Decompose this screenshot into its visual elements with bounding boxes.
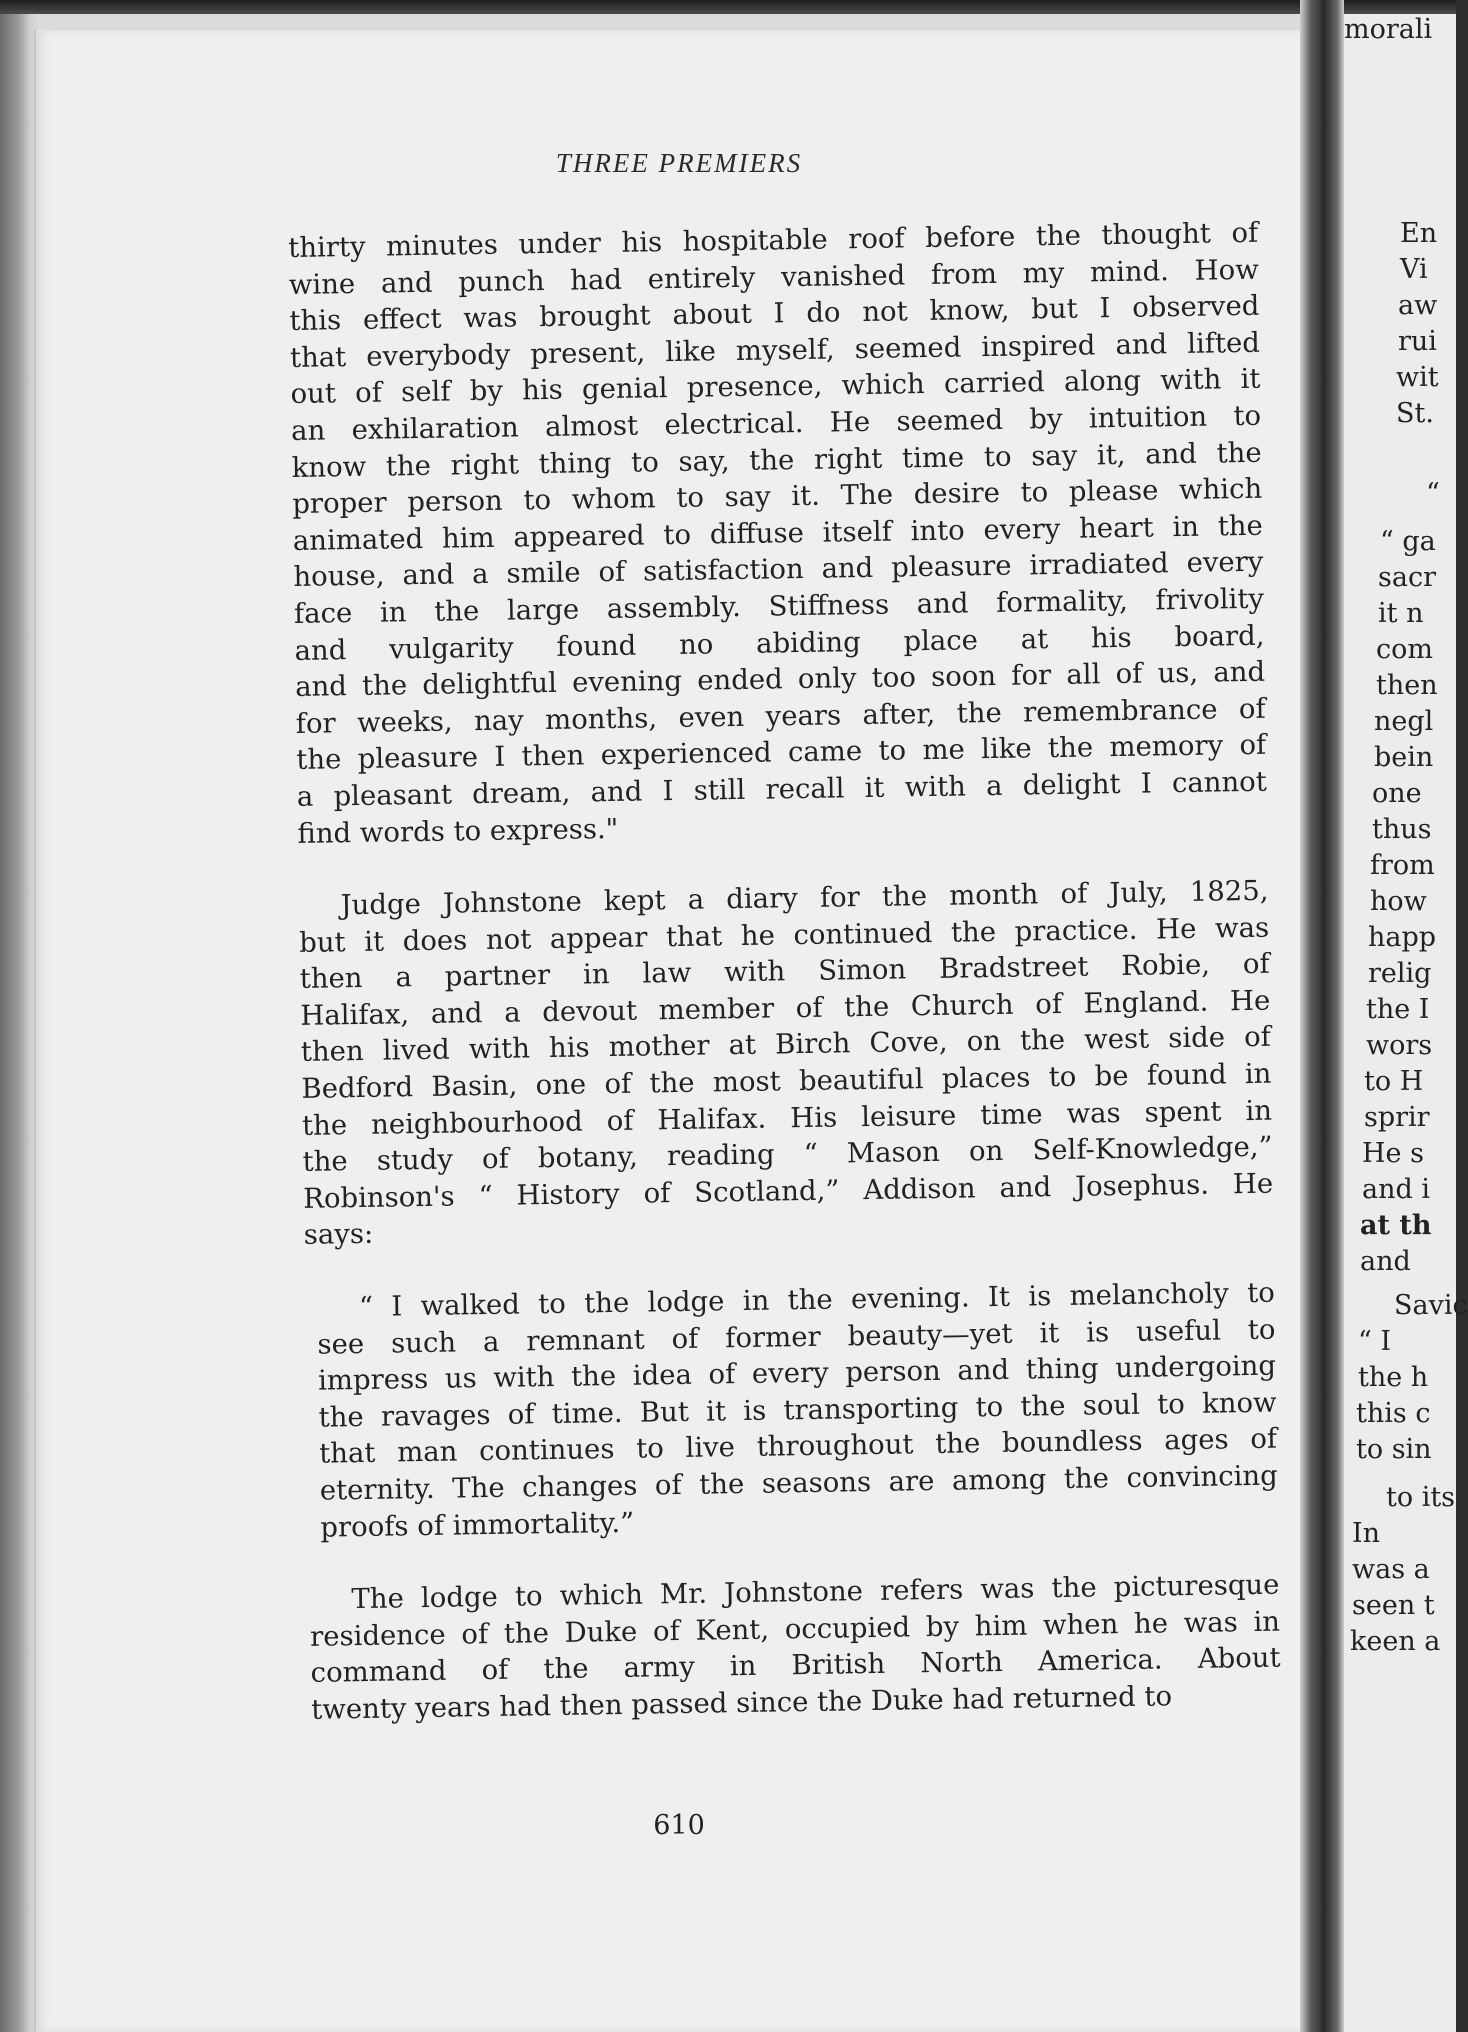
- text-line: the study of botany, reading “ Mason on Self-Knowledge,”: [302, 1130, 1273, 1179]
- right-page-fragment: this c: [1356, 1398, 1431, 1429]
- text-line: impress us with the idea of every person and thing undergoing: [317, 1349, 1277, 1397]
- text-line: this effect was brought about I do not know, but I observed: [289, 289, 1260, 338]
- right-page-fragment: it n: [1378, 598, 1424, 629]
- right-page-edge: [1344, 14, 1468, 2032]
- text-line: for weeks, nay months, even years after, the remembrance of: [295, 692, 1266, 740]
- paragraph-lodge: [309, 1567, 1281, 1729]
- text-line: then lived with his mother at Birch Cove, on the west side of: [300, 1021, 1272, 1069]
- text-line: the ravages of time. But it is transporting to the soul to know: [318, 1386, 1277, 1434]
- right-page-fragment: wors: [1366, 1030, 1433, 1061]
- left-page: [34, 30, 1322, 2032]
- right-page-fragment: bein: [1374, 742, 1434, 773]
- text-line: then a partner in law with Simon Bradstreet Robie, of: [299, 947, 1270, 996]
- right-page-fragment: Vi: [1400, 254, 1428, 285]
- text-line: Robinson's “ History of Scotland,” Addison and Josephus. He: [302, 1167, 1274, 1215]
- right-page-fragment: and i: [1362, 1174, 1430, 1205]
- text-line: Bedford Basin, one of the most beautiful places to be found in: [301, 1057, 1272, 1105]
- running-head: THREE PREMIERS: [555, 148, 803, 178]
- right-page-fragment: He s: [1362, 1138, 1424, 1169]
- page-number: 610: [653, 1810, 705, 1841]
- right-page-fragment: St.: [1396, 398, 1434, 429]
- right-page-fragment: seen t: [1352, 1590, 1435, 1621]
- right-page-fragment: wit: [1396, 362, 1439, 393]
- text-line: Halifax, and a devout member of the Church of England. He: [300, 984, 1271, 1032]
- right-page-fragment: to sin: [1356, 1434, 1432, 1465]
- right-page-fragment: from: [1370, 850, 1435, 881]
- text-line: The lodge to which Mr. Johnstone refers was the picturesque: [351, 1568, 1280, 1616]
- right-page-fragment: the I: [1366, 994, 1430, 1025]
- book-gutter: [1300, 0, 1344, 2032]
- right-page-fragment: “: [1426, 478, 1440, 509]
- text-line: find words to express.": [297, 812, 619, 850]
- text-line: face in the large assembly. Stiffness and formality, frivolity: [293, 582, 1265, 630]
- right-page-fragment: aw: [1398, 290, 1438, 321]
- right-page-fragment: “ I: [1358, 1326, 1392, 1357]
- right-page-fragment: sprir: [1364, 1102, 1430, 1133]
- right-page-fragment: morali: [1344, 14, 1433, 45]
- text-line: and the delightful evening ended only too soon for all of us, and: [294, 655, 1266, 704]
- right-page-fragment: keen a: [1350, 1626, 1441, 1657]
- text-line: command of the army in British North America. About: [310, 1641, 1281, 1690]
- text-line: and vulgarity found no abiding place at his board,: [294, 619, 1265, 667]
- text-line: proofs of immortality.”: [320, 1506, 635, 1544]
- block-quote: [305, 1275, 1279, 1546]
- text-line: see such a remnant of former beauty—yet it is useful to: [317, 1313, 1276, 1361]
- text-line: a pleasant dream, and I still recall it with a delight I cannot: [296, 765, 1268, 813]
- text-line: animated him appeared to diffuse itself into every heart in the: [292, 509, 1264, 557]
- right-page-fragment: En: [1400, 218, 1438, 249]
- right-page-fragment: the h: [1358, 1362, 1429, 1393]
- right-page-fragment: negl: [1374, 706, 1434, 737]
- text-line: know the right thing to say, the right time to say it, and the: [291, 436, 1262, 484]
- text-line: proper person to whom to say it. The desire to please which: [292, 472, 1263, 521]
- right-page-fragment: at th: [1360, 1210, 1432, 1241]
- scan-top-edge: [0, 0, 1456, 14]
- text-line: wine and punch had entirely vanished from my mind. How: [288, 253, 1259, 301]
- text-line: out of self by his genial presence, which carried along with it: [290, 363, 1261, 411]
- right-page-fragment: then: [1376, 670, 1438, 701]
- right-page-fragment: “ ga: [1380, 526, 1436, 557]
- right-page-fragment: to its: [1386, 1482, 1456, 1513]
- text-line: the neighbourhood of Halifax. His leisure time was spent in: [301, 1094, 1273, 1142]
- text-line: eternity. The changes of the seasons are among the convincing: [319, 1459, 1278, 1507]
- right-page-fragment: to H: [1364, 1066, 1424, 1097]
- text-line: the pleasure I then experienced came to me like the memory of: [296, 729, 1267, 777]
- right-page-fragment: how: [1370, 886, 1427, 917]
- right-page-fragment: In: [1352, 1518, 1381, 1549]
- right-page-fragment: com: [1376, 634, 1433, 665]
- text-line: that everybody present, like myself, seemed inspired and lifted: [289, 326, 1261, 374]
- paragraph-continuation: [288, 215, 1268, 852]
- right-page-fragment: Savic: [1394, 1290, 1468, 1321]
- right-page-fragment: rui: [1398, 326, 1437, 357]
- right-page-fragment: relig: [1368, 958, 1432, 989]
- right-page-fragment: thus: [1372, 814, 1432, 845]
- text-line: thirty minutes under his hospitable roof before the thought of: [288, 216, 1259, 264]
- text-line: an exhilaration almost electrical. He seemed by intuition to: [290, 399, 1262, 447]
- text-line: that man continues to live throughout the boundless ages of: [318, 1423, 1278, 1471]
- right-page-fragment: was a: [1352, 1554, 1430, 1585]
- text-line: says:: [303, 1218, 374, 1252]
- text-line: but it does not appear that he continued the practice. He was: [298, 911, 1270, 959]
- text-line: Judge Johnstone kept a diary for the month of July, 1825,: [340, 874, 1269, 922]
- body-text: [288, 215, 1281, 1729]
- text-line: house, and a smile of satisfaction and pleasure irradiated every: [293, 546, 1264, 594]
- paragraph-diary: [298, 873, 1274, 1254]
- right-page-fragment: one: [1372, 778, 1422, 809]
- right-page-fragment: sacr: [1378, 562, 1436, 593]
- right-page-fragment: happ: [1368, 922, 1437, 953]
- right-page-fragment: and: [1360, 1246, 1411, 1277]
- text-line: “ I walked to the lodge in the evening. It is melancholy to: [358, 1276, 1276, 1324]
- text-line: twenty years had then passed since the Duke had returned to: [310, 1680, 1173, 1726]
- text-line: residence of the Duke of Kent, occupied by him when he was in: [309, 1605, 1281, 1653]
